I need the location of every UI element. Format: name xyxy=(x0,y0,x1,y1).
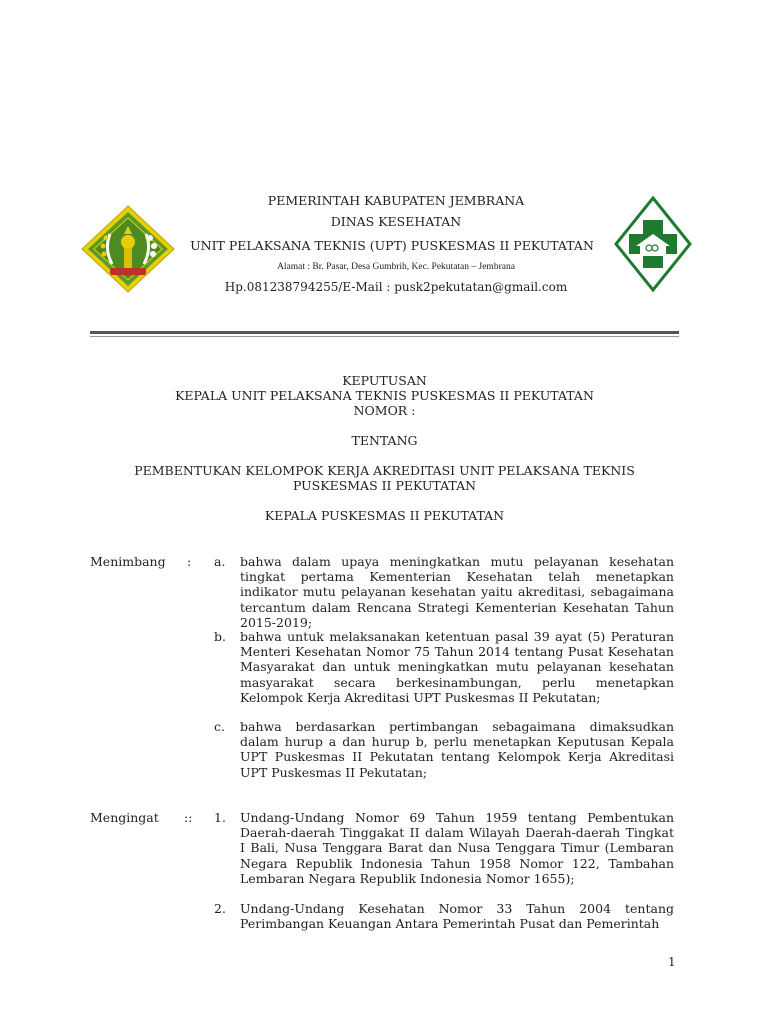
list-item-marker: 2. xyxy=(214,901,226,916)
menimbang-colon: : xyxy=(187,554,192,569)
page-number: 1 xyxy=(668,955,676,969)
decree-subject-line1: PEMBENTUKAN KELOMPOK KERJA AKREDITASI UNIT PELAKSANA TEKNIS xyxy=(134,463,635,478)
list-item-marker: b. xyxy=(214,629,226,644)
header-divider xyxy=(90,331,679,334)
header-divider-thin xyxy=(90,336,679,337)
menimbang-label: Menimbang xyxy=(90,554,166,569)
list-item-text: Undang-Undang Nomor 69 Tahun 1959 tentang Pembentukan Daerah-daerah Tinggakat II dalam Wilayah Daerah-daerah Tingkat I Bali, Nusa Tenggara Barat dan Nusa Tenggara Timur (Lembaran Negara Republik Indonesia Tahun 1958 Nomor 122, Tambahan Lembaran Negara Republik Indonesia Nomor 1655); xyxy=(240,810,674,886)
header-agency-line: DINAS KESEHATAN xyxy=(330,214,462,229)
header-unit-line: UNIT PELAKSANA TEKNIS (UPT) PUSKESMAS II PEKUTATAN xyxy=(190,238,594,253)
list-item-marker: a. xyxy=(214,554,226,569)
list-item-marker: c. xyxy=(214,719,225,734)
list-item-marker: 1. xyxy=(214,810,226,825)
header-address: Alamat : Br. Pasar, Desa Gumbrih, Kec. Pekutatan – Jembrana xyxy=(277,262,515,272)
mengingat-colon: :: xyxy=(184,810,193,825)
mengingat-label: Mengingat xyxy=(90,810,159,825)
jembrana-regency-emblem-icon xyxy=(80,204,176,294)
decree-title: KEPUTUSAN xyxy=(342,373,427,388)
list-item-text: bahwa dalam upaya meningkatkan mutu pelayanan kesehatan tingkat pertama Kementerian Kesehatan telah menetapkan indikator mutu pelayanan kesehatan yaitu akreditasi, sebagaimana tercantum dalam Rencana Strategi Kementerian Kesehatan Tahun 2015-2019; xyxy=(240,554,674,630)
decree-number: NOMOR : xyxy=(353,403,416,418)
list-item-text: Undang-Undang Kesehatan Nomor 33 Tahun 2004 tentang Perimbangan Keuangan Antara Pemerintah Pusat dan Pemerintah xyxy=(240,901,674,932)
header-government-line: PEMERINTAH KABUPATEN JEMBRANA xyxy=(267,193,525,208)
list-item-text: bahwa untuk melaksanakan ketentuan pasal 39 ayat (5) Peraturan Menteri Kesehatan Nomor 75 Tahun 2014 tentang Pusat Kesehatan Masyarakat dan untuk meningkatkan mutu pelayanan kesehatan masyarakat secara berkesinambungan, perlu menetapkan Kelompok Kerja Akreditasi UPT Puskesmas II Pekutatan; xyxy=(240,629,674,705)
list-item-text: bahwa berdasarkan pertimbangan sebagaimana dimaksudkan dalam hurup a dan hurup b, perlu menetapkan Keputusan Kepala UPT Puskesmas II Pekutatan tentang Kelompok Kerja Akreditasi UPT Puskesmas II Pekutatan; xyxy=(240,719,674,780)
header-contact: Hp.081238794255/E-Mail : pusk2pekutatan@gmail.com xyxy=(224,280,568,294)
decree-official: KEPALA PUSKESMAS II PEKUTATAN xyxy=(264,508,505,523)
decree-subject-line2: PUSKESMAS II PEKUTATAN xyxy=(292,478,477,493)
decree-about-label: TENTANG xyxy=(351,433,418,448)
decree-issuer: KEPALA UNIT PELAKSANA TEKNIS PUSKESMAS II PEKUTATAN xyxy=(175,388,594,403)
puskesmas-cross-icon xyxy=(614,196,692,292)
